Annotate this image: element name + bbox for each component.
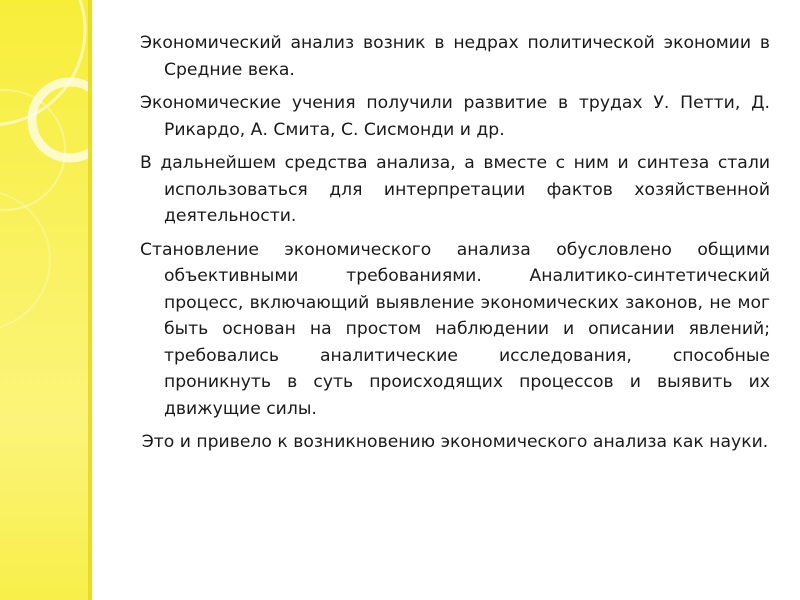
paragraph-origin: Экономический анализ возник в недрах политической экономии в Средние века. — [140, 33, 770, 80]
side-band-edge — [88, 0, 92, 600]
paragraph-teachings: Экономические учения получили развитие в трудах У. Петти, Д. Рикардо, А. Смита, С. Сисмонди и др. — [140, 93, 770, 140]
decorative-side-band — [0, 0, 90, 600]
paragraph-formation: Становление экономического анализа обусловлено общими объективными требованиями. Аналитико-синтетический процесс, включающий выявление экономических законов, не мог быть основан на простом наблюдении и описании явлений; требовались аналитические исследования, способные проникнуть в суть происходящих процессов и выявить их движущие силы. — [140, 239, 770, 419]
paragraph-conclusion: Это и привело к возникновению экономического анализа как науки. — [141, 432, 769, 452]
decorative-rings-graphic — [0, 0, 90, 600]
slide-body-text — [140, 30, 770, 463]
paragraph-further-development: В дальнейшем средства анализа, а вместе с ним и синтеза стали использоваться для интерпретации фактов хозяйственной деятельности. — [140, 153, 770, 226]
